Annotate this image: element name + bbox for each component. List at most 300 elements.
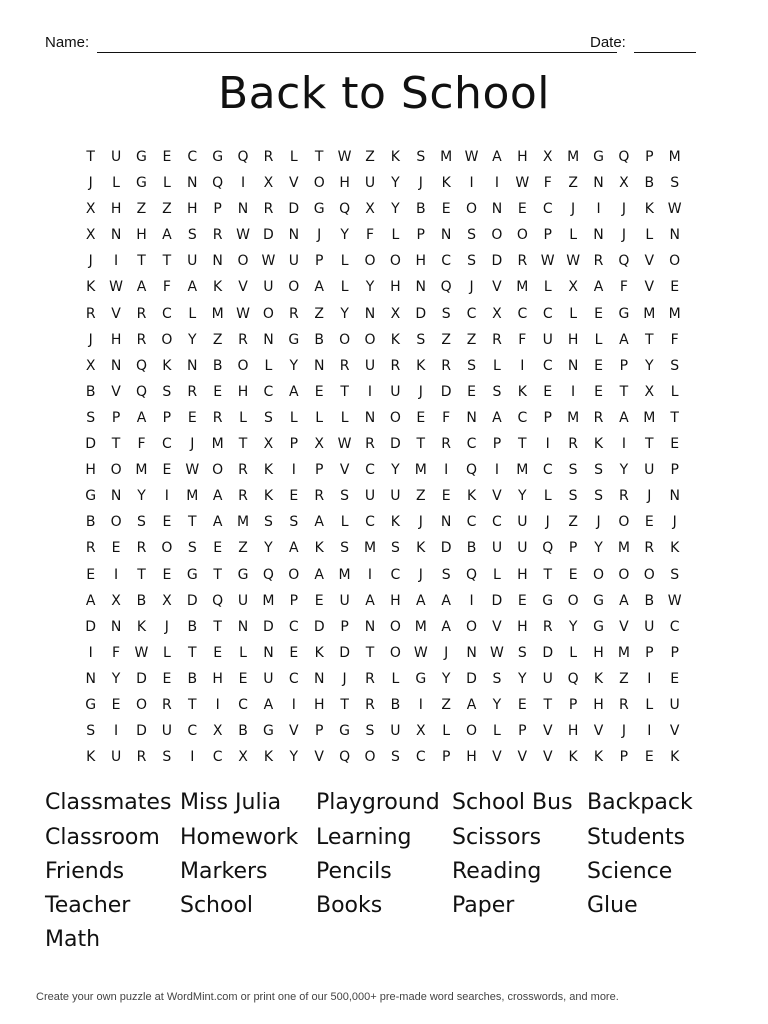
grid-letter[interactable]: A bbox=[619, 409, 629, 426]
grid-letter[interactable]: S bbox=[162, 383, 172, 400]
grid-letter[interactable]: J bbox=[418, 383, 423, 400]
grid-letter[interactable]: E bbox=[670, 436, 680, 453]
grid-letter[interactable]: E bbox=[568, 566, 578, 583]
grid-letter[interactable]: I bbox=[240, 175, 246, 192]
grid-letter[interactable]: I bbox=[164, 488, 169, 505]
grid-letter[interactable]: C bbox=[187, 723, 198, 740]
grid-letter[interactable]: X bbox=[162, 592, 172, 609]
grid-letter[interactable]: G bbox=[593, 618, 604, 635]
grid-letter[interactable]: D bbox=[339, 644, 350, 661]
grid-letter[interactable]: L bbox=[188, 305, 197, 322]
grid-letter[interactable]: M bbox=[617, 644, 630, 661]
grid-letter[interactable]: X bbox=[619, 175, 629, 192]
grid-letter[interactable]: E bbox=[517, 201, 527, 218]
grid-letter[interactable]: L bbox=[391, 227, 400, 244]
grid-letter[interactable]: N bbox=[491, 201, 503, 218]
grid-letter[interactable]: I bbox=[190, 749, 195, 766]
grid-letter[interactable]: K bbox=[263, 462, 274, 479]
grid-letter[interactable]: E bbox=[467, 383, 476, 400]
grid-letter[interactable]: Y bbox=[391, 201, 400, 218]
grid-letter[interactable]: X bbox=[111, 592, 121, 609]
grid-letter[interactable]: Q bbox=[339, 201, 351, 218]
grid-letter[interactable]: P bbox=[213, 201, 222, 218]
grid-letter[interactable]: P bbox=[416, 227, 425, 244]
grid-letter[interactable]: V bbox=[339, 462, 350, 479]
grid-letter[interactable]: K bbox=[314, 540, 324, 557]
grid-letter[interactable]: Z bbox=[314, 305, 324, 322]
grid-letter[interactable]: S bbox=[416, 331, 426, 348]
grid-letter[interactable]: B bbox=[85, 514, 96, 531]
grid-letter[interactable]: U bbox=[288, 253, 299, 270]
grid-letter[interactable]: J bbox=[621, 227, 626, 244]
grid-letter[interactable]: T bbox=[365, 644, 375, 661]
grid-letter[interactable]: J bbox=[469, 279, 474, 296]
grid-letter[interactable]: N bbox=[415, 279, 427, 296]
grid-letter[interactable]: J bbox=[317, 227, 322, 244]
grid-letter[interactable]: L bbox=[543, 488, 552, 505]
grid-letter[interactable]: K bbox=[466, 488, 477, 505]
grid-letter[interactable]: L bbox=[569, 305, 578, 322]
grid-letter[interactable]: X bbox=[390, 305, 401, 322]
grid-letter[interactable]: E bbox=[441, 488, 451, 505]
grid-letter[interactable]: D bbox=[186, 592, 198, 609]
grid-letter[interactable]: P bbox=[111, 409, 121, 426]
grid-letter[interactable]: U bbox=[237, 592, 249, 609]
grid-letter[interactable]: R bbox=[314, 488, 325, 505]
grid-letter[interactable]: K bbox=[670, 749, 680, 766]
grid-letter[interactable]: R bbox=[492, 331, 502, 348]
grid-letter[interactable]: L bbox=[112, 175, 120, 192]
grid-letter[interactable]: J bbox=[418, 566, 423, 583]
grid-letter[interactable]: V bbox=[644, 253, 655, 270]
grid-letter[interactable]: B bbox=[466, 540, 477, 557]
grid-letter[interactable]: S bbox=[390, 749, 400, 766]
grid-letter[interactable]: B bbox=[415, 201, 426, 218]
grid-letter[interactable]: N bbox=[110, 618, 122, 635]
grid-letter[interactable]: O bbox=[135, 696, 147, 713]
grid-letter[interactable]: P bbox=[314, 462, 324, 479]
grid-letter[interactable]: T bbox=[187, 696, 197, 713]
grid-letter[interactable]: Z bbox=[212, 331, 223, 348]
grid-letter[interactable]: O bbox=[110, 462, 122, 479]
grid-letter[interactable]: E bbox=[162, 149, 172, 165]
grid-letter[interactable]: O bbox=[592, 566, 605, 583]
grid-letter[interactable]: U bbox=[364, 357, 376, 374]
date-blank-line[interactable] bbox=[634, 52, 696, 53]
grid-letter[interactable]: F bbox=[543, 175, 552, 192]
grid-letter[interactable]: D bbox=[466, 670, 477, 687]
grid-letter[interactable]: J bbox=[621, 723, 626, 740]
grid-letter[interactable]: O bbox=[389, 409, 401, 426]
grid-letter[interactable]: V bbox=[492, 618, 502, 635]
grid-letter[interactable]: T bbox=[543, 566, 552, 583]
grid-letter[interactable]: Q bbox=[237, 149, 249, 165]
grid-letter[interactable]: Z bbox=[365, 149, 375, 165]
grid-letter[interactable]: S bbox=[670, 566, 680, 583]
grid-letter[interactable]: L bbox=[543, 279, 552, 296]
grid-letter[interactable]: U bbox=[491, 540, 503, 557]
grid-letter[interactable]: P bbox=[289, 436, 299, 453]
grid-letter[interactable]: J bbox=[88, 253, 93, 270]
grid-letter[interactable]: Y bbox=[594, 540, 603, 557]
grid-letter[interactable]: A bbox=[415, 592, 426, 609]
grid-letter[interactable]: U bbox=[669, 696, 680, 713]
grid-letter[interactable]: R bbox=[212, 227, 223, 244]
grid-letter[interactable]: S bbox=[86, 409, 96, 426]
grid-letter[interactable]: H bbox=[517, 566, 528, 583]
grid-letter[interactable]: L bbox=[264, 357, 273, 374]
grid-letter[interactable]: H bbox=[237, 383, 249, 400]
grid-letter[interactable]: M bbox=[211, 305, 224, 322]
grid-letter[interactable]: K bbox=[593, 436, 604, 453]
grid-letter[interactable]: M bbox=[668, 149, 681, 165]
grid-letter[interactable]: C bbox=[288, 618, 299, 635]
grid-letter[interactable]: W bbox=[490, 644, 504, 661]
grid-letter[interactable]: J bbox=[342, 670, 347, 687]
grid-letter[interactable]: Y bbox=[391, 175, 400, 192]
grid-letter[interactable]: K bbox=[568, 749, 578, 766]
grid-letter[interactable]: A bbox=[289, 383, 299, 400]
grid-letter[interactable]: E bbox=[670, 670, 680, 687]
grid-letter[interactable]: J bbox=[190, 436, 195, 453]
grid-letter[interactable]: Y bbox=[619, 462, 629, 479]
grid-letter[interactable]: Z bbox=[466, 331, 477, 348]
grid-letter[interactable]: O bbox=[618, 566, 630, 583]
grid-letter[interactable]: T bbox=[619, 383, 629, 400]
grid-letter[interactable]: S bbox=[568, 488, 578, 505]
grid-letter[interactable]: F bbox=[365, 227, 375, 244]
grid-letter[interactable]: C bbox=[415, 749, 426, 766]
grid-letter[interactable]: T bbox=[187, 644, 197, 661]
grid-letter[interactable]: D bbox=[440, 383, 452, 400]
grid-letter[interactable]: O bbox=[618, 514, 630, 531]
grid-letter[interactable]: Q bbox=[212, 592, 224, 609]
grid-letter[interactable]: F bbox=[112, 644, 121, 661]
grid-letter[interactable]: L bbox=[569, 227, 578, 244]
grid-letter[interactable]: M bbox=[262, 592, 275, 609]
grid-letter[interactable]: G bbox=[415, 670, 427, 687]
grid-letter[interactable]: C bbox=[542, 462, 553, 479]
grid-letter[interactable]: J bbox=[88, 331, 93, 348]
grid-letter[interactable]: I bbox=[545, 436, 550, 453]
grid-letter[interactable]: Y bbox=[340, 305, 349, 322]
grid-letter[interactable]: R bbox=[365, 670, 375, 687]
grid-letter[interactable]: I bbox=[88, 644, 93, 661]
grid-letter[interactable]: Z bbox=[162, 201, 172, 218]
grid-letter[interactable]: A bbox=[212, 514, 223, 531]
grid-letter[interactable]: L bbox=[315, 409, 324, 426]
grid-letter[interactable]: E bbox=[289, 488, 299, 505]
grid-letter[interactable]: V bbox=[492, 749, 502, 766]
grid-letter[interactable]: J bbox=[418, 175, 423, 192]
grid-letter[interactable]: Z bbox=[619, 670, 629, 687]
grid-letter[interactable]: O bbox=[339, 331, 351, 348]
grid-letter[interactable]: R bbox=[644, 540, 655, 557]
grid-letter[interactable]: O bbox=[466, 618, 478, 635]
grid-letter[interactable]: O bbox=[389, 253, 401, 270]
grid-letter[interactable]: P bbox=[543, 409, 552, 426]
grid-letter[interactable]: A bbox=[314, 566, 324, 583]
grid-letter[interactable]: E bbox=[416, 409, 426, 426]
grid-letter[interactable]: O bbox=[643, 566, 655, 583]
grid-letter[interactable]: X bbox=[568, 279, 578, 296]
grid-letter[interactable]: B bbox=[136, 592, 147, 609]
grid-letter[interactable]: P bbox=[645, 644, 654, 661]
grid-letter[interactable]: S bbox=[137, 514, 146, 531]
grid-letter[interactable]: E bbox=[594, 383, 603, 400]
grid-letter[interactable]: Z bbox=[568, 514, 578, 531]
grid-letter[interactable]: V bbox=[517, 749, 528, 766]
grid-letter[interactable]: C bbox=[517, 305, 528, 322]
grid-letter[interactable]: U bbox=[364, 175, 376, 192]
grid-letter[interactable]: N bbox=[85, 670, 96, 687]
grid-letter[interactable]: T bbox=[238, 436, 248, 453]
grid-letter[interactable]: E bbox=[162, 462, 172, 479]
grid-letter[interactable]: Y bbox=[518, 670, 527, 687]
grid-letter[interactable]: O bbox=[389, 618, 401, 635]
grid-letter[interactable]: T bbox=[314, 149, 324, 165]
grid-letter[interactable]: J bbox=[545, 514, 550, 531]
grid-letter[interactable]: M bbox=[236, 514, 250, 531]
grid-letter[interactable]: E bbox=[111, 696, 121, 713]
grid-letter[interactable]: Q bbox=[618, 149, 630, 165]
grid-letter[interactable]: S bbox=[86, 723, 96, 740]
grid-letter[interactable]: H bbox=[110, 201, 122, 218]
grid-letter[interactable]: A bbox=[314, 279, 324, 296]
grid-letter[interactable]: D bbox=[415, 305, 427, 322]
grid-letter[interactable]: K bbox=[263, 749, 274, 766]
grid-letter[interactable]: M bbox=[186, 488, 199, 505]
grid-letter[interactable]: R bbox=[238, 462, 248, 479]
grid-letter[interactable]: C bbox=[365, 462, 375, 479]
grid-letter[interactable]: R bbox=[263, 149, 274, 165]
grid-letter[interactable]: Y bbox=[518, 488, 527, 505]
grid-letter[interactable]: I bbox=[596, 201, 601, 218]
grid-letter[interactable]: H bbox=[390, 592, 401, 609]
grid-letter[interactable]: F bbox=[137, 436, 146, 453]
grid-letter[interactable]: H bbox=[339, 175, 350, 192]
grid-letter[interactable]: Y bbox=[365, 279, 375, 296]
grid-letter[interactable]: C bbox=[517, 409, 528, 426]
grid-letter[interactable]: X bbox=[263, 436, 274, 453]
grid-letter[interactable]: S bbox=[492, 670, 502, 687]
grid-letter[interactable]: X bbox=[365, 201, 375, 218]
grid-letter[interactable]: J bbox=[164, 618, 169, 635]
grid-letter[interactable]: P bbox=[645, 149, 654, 165]
grid-letter[interactable]: I bbox=[469, 175, 474, 192]
grid-letter[interactable]: S bbox=[467, 357, 476, 374]
grid-letter[interactable]: R bbox=[542, 618, 553, 635]
grid-letter[interactable]: Y bbox=[441, 670, 451, 687]
grid-letter[interactable]: V bbox=[111, 305, 121, 322]
grid-letter[interactable]: T bbox=[645, 436, 654, 453]
grid-letter[interactable]: D bbox=[389, 436, 401, 453]
grid-letter[interactable]: D bbox=[263, 227, 274, 244]
grid-letter[interactable]: U bbox=[517, 540, 528, 557]
grid-letter[interactable]: Q bbox=[466, 462, 478, 479]
grid-letter[interactable]: E bbox=[289, 644, 299, 661]
grid-letter[interactable]: F bbox=[518, 331, 527, 348]
grid-letter[interactable]: O bbox=[491, 227, 503, 244]
grid-letter[interactable]: E bbox=[162, 514, 172, 531]
grid-letter[interactable]: E bbox=[213, 540, 223, 557]
grid-letter[interactable]: L bbox=[493, 566, 501, 583]
grid-letter[interactable]: F bbox=[619, 279, 628, 296]
grid-letter[interactable]: J bbox=[88, 175, 93, 192]
grid-letter[interactable]: N bbox=[313, 357, 325, 374]
grid-letter[interactable]: T bbox=[137, 566, 146, 583]
grid-letter[interactable]: G bbox=[593, 149, 604, 165]
grid-letter[interactable]: E bbox=[517, 592, 527, 609]
grid-letter[interactable]: L bbox=[340, 253, 349, 270]
grid-letter[interactable]: M bbox=[567, 149, 580, 165]
grid-letter[interactable]: P bbox=[568, 540, 578, 557]
grid-letter[interactable]: W bbox=[236, 305, 250, 322]
grid-letter[interactable]: D bbox=[491, 592, 503, 609]
grid-letter[interactable]: Z bbox=[568, 175, 578, 192]
grid-letter[interactable]: C bbox=[238, 696, 248, 713]
grid-letter[interactable]: E bbox=[594, 357, 603, 374]
grid-letter[interactable]: N bbox=[288, 227, 300, 244]
grid-letter[interactable]: V bbox=[289, 723, 299, 740]
grid-letter[interactable]: W bbox=[464, 149, 479, 165]
grid-letter[interactable]: S bbox=[263, 409, 273, 426]
grid-letter[interactable]: W bbox=[566, 253, 581, 270]
grid-letter[interactable]: V bbox=[492, 279, 502, 296]
grid-letter[interactable]: D bbox=[85, 436, 97, 453]
grid-letter[interactable]: U bbox=[263, 279, 274, 296]
grid-letter[interactable]: E bbox=[594, 305, 603, 322]
grid-letter[interactable]: A bbox=[619, 331, 629, 348]
grid-letter[interactable]: C bbox=[161, 305, 172, 322]
grid-letter[interactable]: C bbox=[466, 514, 477, 531]
grid-letter[interactable]: R bbox=[441, 436, 452, 453]
grid-letter[interactable]: S bbox=[594, 462, 603, 479]
grid-letter[interactable]: Y bbox=[111, 670, 121, 687]
grid-letter[interactable]: E bbox=[543, 383, 553, 400]
grid-letter[interactable]: E bbox=[670, 279, 680, 296]
grid-letter[interactable]: J bbox=[418, 514, 423, 531]
grid-letter[interactable]: L bbox=[239, 409, 247, 426]
grid-letter[interactable]: Y bbox=[340, 227, 349, 244]
grid-letter[interactable]: Q bbox=[135, 383, 147, 400]
grid-letter[interactable]: C bbox=[542, 305, 553, 322]
grid-letter[interactable]: C bbox=[669, 618, 680, 635]
grid-letter[interactable]: G bbox=[237, 566, 249, 583]
grid-letter[interactable]: L bbox=[670, 383, 679, 400]
grid-letter[interactable]: A bbox=[85, 592, 96, 609]
grid-letter[interactable]: U bbox=[390, 488, 401, 505]
grid-letter[interactable]: B bbox=[187, 618, 198, 635]
grid-letter[interactable]: I bbox=[114, 723, 119, 740]
grid-letter[interactable]: E bbox=[111, 540, 121, 557]
grid-letter[interactable]: N bbox=[364, 618, 376, 635]
grid-letter[interactable]: I bbox=[114, 566, 119, 583]
grid-letter[interactable]: S bbox=[187, 540, 197, 557]
grid-letter[interactable]: H bbox=[313, 696, 325, 713]
grid-letter[interactable]: U bbox=[110, 749, 122, 766]
grid-letter[interactable]: I bbox=[571, 383, 576, 400]
grid-letter[interactable]: A bbox=[441, 618, 451, 635]
grid-letter[interactable]: U bbox=[542, 331, 553, 348]
grid-letter[interactable]: O bbox=[288, 279, 300, 296]
grid-letter[interactable]: D bbox=[288, 201, 300, 218]
grid-letter[interactable]: A bbox=[187, 279, 198, 296]
grid-letter[interactable]: S bbox=[670, 357, 680, 374]
grid-letter[interactable]: M bbox=[516, 279, 529, 296]
grid-letter[interactable]: I bbox=[291, 696, 296, 713]
grid-letter[interactable]: I bbox=[621, 436, 626, 453]
grid-letter[interactable]: U bbox=[644, 462, 655, 479]
grid-letter[interactable]: R bbox=[136, 305, 147, 322]
grid-letter[interactable]: Z bbox=[136, 201, 147, 218]
grid-letter[interactable]: J bbox=[596, 514, 601, 531]
grid-letter[interactable]: C bbox=[390, 566, 401, 583]
grid-letter[interactable]: J bbox=[647, 488, 652, 505]
grid-letter[interactable]: A bbox=[492, 149, 502, 165]
grid-letter[interactable]: B bbox=[390, 696, 401, 713]
grid-letter[interactable]: T bbox=[670, 409, 679, 426]
grid-letter[interactable]: S bbox=[441, 566, 451, 583]
grid-letter[interactable]: V bbox=[542, 749, 553, 766]
grid-letter[interactable]: B bbox=[314, 331, 325, 348]
grid-letter[interactable]: V bbox=[289, 175, 299, 192]
grid-letter[interactable]: T bbox=[543, 696, 552, 713]
grid-letter[interactable]: R bbox=[162, 696, 172, 713]
grid-letter[interactable]: S bbox=[365, 723, 375, 740]
grid-letter[interactable]: X bbox=[85, 357, 96, 374]
grid-letter[interactable]: N bbox=[187, 357, 198, 374]
grid-letter[interactable]: E bbox=[162, 670, 172, 687]
grid-letter[interactable]: V bbox=[111, 383, 121, 400]
grid-letter[interactable]: M bbox=[414, 462, 427, 479]
grid-letter[interactable]: N bbox=[466, 644, 477, 661]
grid-letter[interactable]: E bbox=[86, 566, 96, 583]
grid-letter[interactable]: L bbox=[239, 644, 247, 661]
grid-letter[interactable]: W bbox=[134, 644, 149, 661]
grid-letter[interactable]: H bbox=[567, 723, 579, 740]
grid-letter[interactable]: M bbox=[211, 436, 224, 453]
grid-letter[interactable]: K bbox=[416, 540, 426, 557]
grid-letter[interactable]: P bbox=[568, 696, 578, 713]
grid-letter[interactable]: R bbox=[390, 357, 401, 374]
grid-letter[interactable]: S bbox=[263, 514, 273, 531]
grid-letter[interactable]: S bbox=[416, 149, 426, 165]
grid-letter[interactable]: Q bbox=[135, 357, 147, 374]
grid-letter[interactable]: X bbox=[492, 305, 502, 322]
grid-letter[interactable]: P bbox=[162, 409, 172, 426]
grid-letter[interactable]: G bbox=[136, 149, 147, 165]
grid-letter[interactable]: B bbox=[85, 383, 96, 400]
grid-letter[interactable]: P bbox=[543, 227, 552, 244]
grid-letter[interactable]: O bbox=[364, 749, 376, 766]
grid-letter[interactable]: L bbox=[493, 723, 501, 740]
grid-letter[interactable]: Q bbox=[262, 566, 274, 583]
grid-letter[interactable]: Y bbox=[645, 357, 654, 374]
grid-letter[interactable]: M bbox=[135, 462, 148, 479]
grid-letter[interactable]: E bbox=[213, 644, 223, 661]
grid-letter[interactable]: T bbox=[187, 514, 197, 531]
grid-letter[interactable]: U bbox=[390, 723, 401, 740]
grid-letter[interactable]: E bbox=[644, 749, 654, 766]
grid-letter[interactable]: V bbox=[238, 279, 248, 296]
grid-letter[interactable]: D bbox=[440, 540, 452, 557]
grid-letter[interactable]: I bbox=[291, 462, 296, 479]
grid-letter[interactable]: N bbox=[212, 253, 223, 270]
grid-letter[interactable]: Y bbox=[289, 357, 299, 374]
grid-letter[interactable]: C bbox=[365, 514, 375, 531]
grid-letter[interactable]: A bbox=[593, 279, 604, 296]
